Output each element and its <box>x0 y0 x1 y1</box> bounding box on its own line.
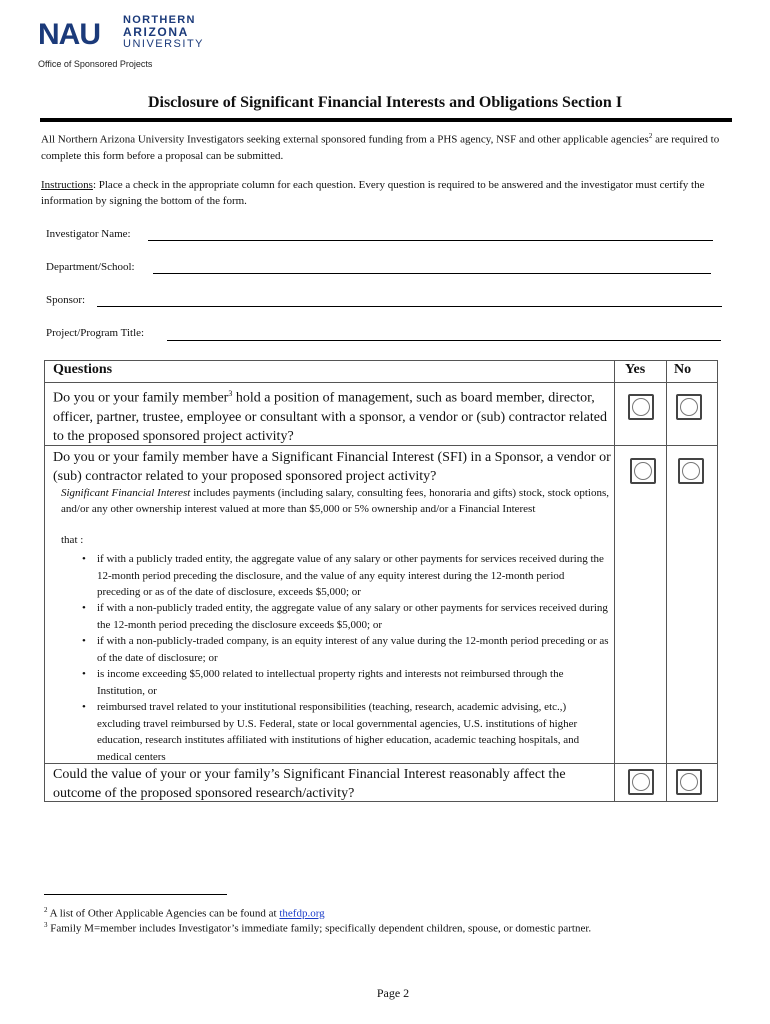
yes-column-header: Yes <box>625 362 646 377</box>
intro-footnote-ref: 2 <box>648 132 653 140</box>
circle-icon <box>682 462 700 480</box>
sponsor-label: Sponsor: <box>46 294 86 306</box>
nau-logo-wordmark <box>123 14 204 50</box>
q2-yes-cell <box>614 445 667 764</box>
footnote-3-text: Family M=member includes Investigator’s immediate family; specifically dependent children, spouse, or domestic partner. <box>47 922 592 935</box>
investigator-name-field[interactable] <box>148 240 713 241</box>
office-name: Office of Sponsored Projects <box>38 59 153 69</box>
questions-header-cell <box>44 360 615 383</box>
q1-footnote-ref: 3 <box>228 389 233 398</box>
sfi-term: Significant Financial Interest <box>61 487 191 499</box>
q2-no-cell <box>666 445 718 764</box>
intro-text: All Northern Arizona University Investigators seeking external sponsored funding from a PHS agency, NSF and other applicable agencies <box>41 133 649 146</box>
q3-no-checkbox[interactable] <box>676 769 702 795</box>
q1-text-a: Do you or your family member <box>53 390 229 406</box>
sfi-bullet: • is income exceeding $5,000 related to intellectual property rights and interests not reimbursed through the Institution, or <box>97 666 609 699</box>
q2-yes-checkbox[interactable] <box>630 458 656 484</box>
question-1 <box>53 384 613 446</box>
footnote-rule <box>44 894 227 895</box>
q1-text-b: hold a position of management, such as board member, director, officer, partner, trustee, employee or consultant with a sponsor, a vendor or (sub) contractor related to the proposed sponsored project activity? <box>53 390 607 444</box>
sfi-definition <box>61 485 609 517</box>
q3-yes-checkbox[interactable] <box>628 769 654 795</box>
instructions-paragraph <box>41 177 741 209</box>
investigator-name-label: Investigator Name: <box>46 228 131 240</box>
logo-line-university: UNIVERSITY <box>123 38 205 50</box>
footnote-2-number: 2 <box>44 906 48 914</box>
page-title: Disclosure of Significant Financial Interests and Obligations Section I <box>147 94 623 111</box>
question-3: Could the value of your or your family’s Significant Financial Interest reasonably affect the outcome of the proposed sponsored research/activity? <box>53 767 566 801</box>
no-column-header: No <box>674 362 692 377</box>
sponsor-field[interactable] <box>97 306 722 307</box>
sfi-that: that : <box>61 534 84 546</box>
logo-line-arizona: ARIZONA <box>123 25 189 39</box>
department-field[interactable] <box>153 273 711 274</box>
questions-column-header: Questions <box>53 362 113 377</box>
project-title-field[interactable] <box>167 340 721 341</box>
q1-yes-checkbox[interactable] <box>628 394 654 420</box>
department-label: Department/School: <box>46 261 135 273</box>
circle-icon <box>680 773 698 791</box>
nau-logo-mark: NAU <box>38 18 100 51</box>
intro-text-2: are required to complete this form before a proposal can be submitted. <box>41 133 720 162</box>
sfi-bullet: • if with a publicly traded entity, the aggregate value of any salary or other payments for services received during the 12-month period preceding the disclosure, and the value of any equity interest during the 12-month period preceding or as of the date of disclosure, exceeds $5,000; or <box>97 551 609 601</box>
sfi-definition-text: includes payments (including salary, consulting fees, honoraria and gifts) stock, stock options, and/or any other ownership interest valued at more than $5,000 or 5% ownership and/or a Financial Interest <box>61 487 609 515</box>
instructions-text: : Place a check in the appropriate column for each question. Every question is required to be answered and the investigator must certify the information by signing the bottom of the form. <box>41 179 705 207</box>
intro-paragraph <box>41 128 741 164</box>
title-rule <box>40 118 732 122</box>
instructions-label: Instructions <box>41 179 93 191</box>
footnote-3-number: 3 <box>44 921 48 929</box>
logo-line-northern: NORTHERN <box>123 14 196 26</box>
sfi-bullet: • if with a non-publicly-traded company, is an equity interest of any value during the 12-month period preceding or as of the date of disclosure; or <box>97 633 609 666</box>
circle-icon <box>632 773 650 791</box>
q2-no-checkbox[interactable] <box>678 458 704 484</box>
thefdp-link[interactable]: thefdp.org <box>279 907 325 920</box>
circle-icon <box>680 398 698 416</box>
circle-icon <box>632 398 650 416</box>
footnote-3 <box>44 918 591 936</box>
project-title-label: Project/Program Title: <box>46 327 145 339</box>
footnote-2-text: A list of Other Applicable Agencies can be found at <box>47 907 280 920</box>
sfi-bullet: • reimbursed travel related to your institutional responsibilities (teaching, research, academic advising, etc.,) excluding travel reimbursed by U.S. Federal, state or local governmental agencies, U.S. institutions of higher education, research institutes affiliated with institutions of higher education, academic teaching hospitals, and medical centers <box>97 699 609 765</box>
page-number: Page 2 <box>376 986 410 1000</box>
q1-no-checkbox[interactable] <box>676 394 702 420</box>
circle-icon <box>634 462 652 480</box>
sfi-bullet: • if with a non-publicly traded entity, the aggregate value of any salary or other payments for services received during the 12-month period preceding the disclosure exceeds $5,000; or <box>97 600 609 633</box>
question-2: Do you or your family member have a Significant Financial Interest (SFI) in a Sponsor, a vendor or (sub) contractor related to your proposed sponsored project activity? <box>53 450 611 484</box>
